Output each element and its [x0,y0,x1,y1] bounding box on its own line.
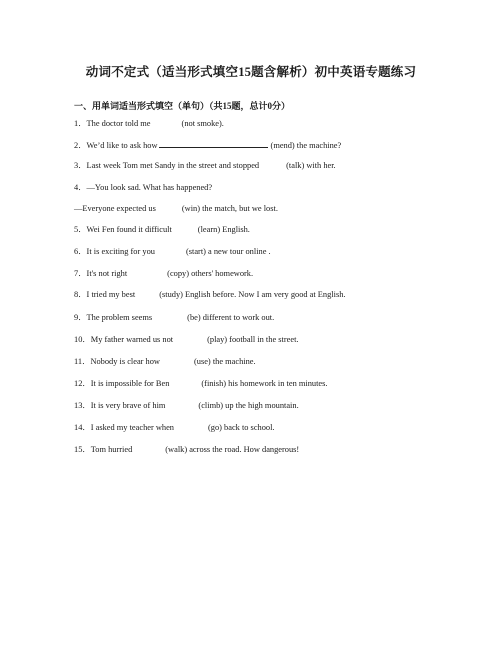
question-text: 6．It is exciting for you [74,247,155,256]
question-15 [74,445,299,455]
question-8 [74,290,346,300]
question-hint: (use) the machine. [193,357,256,366]
question-hint: (climb) up the high mountain. [198,401,299,410]
question-10 [74,335,299,345]
question-6 [74,247,271,257]
question-text: 1．The doctor told me [74,119,151,128]
question-9 [74,313,274,323]
question-13 [74,401,299,411]
question-hint: (not smoke). [181,119,224,128]
question-hint: (be) different to work out. [187,313,275,322]
question-hint: (finish) his homework in ten minutes. [201,379,328,388]
question-hint: (win) the match, but we lost. [181,204,278,213]
question-hint: (walk) across the road. How dangerous! [165,445,300,454]
question-text: 5．Wei Fen found it difficult [74,225,172,234]
question-hint: (study) English before. Now I am very good at English. [159,290,346,299]
question-12 [74,379,327,389]
question-text: 15．Tom hurried [74,445,133,454]
question-7 [74,269,253,279]
question-3 [74,161,336,171]
question-text: 8．I tried my best [74,290,136,299]
question-4 [74,183,212,193]
question-text: 11．Nobody is clear how [74,357,160,366]
question-text: 13．It is very brave of him [74,401,166,410]
question-1 [74,119,224,129]
question-text: 14．I asked my teacher when [74,423,174,432]
question-text: —Everyone expected us [74,204,156,213]
question-hint: (learn) English. [197,225,250,234]
answer-blank[interactable] [159,139,268,148]
question-text: 7．It's not right [74,269,128,278]
question-text: 12．It is impossible for Ben [74,379,170,388]
question-hint: (copy) others' homework. [167,269,254,278]
question-text: 2．We’d like to ask how [74,141,158,150]
section-heading: 一、用单词适当形式填空（单句）（共15题，总计0分） [74,101,291,111]
question-text: 3．Last week Tom met Sandy in the street and stopped [74,161,260,170]
question-hint: (talk) with her. [286,161,336,170]
question-hint: (mend) the machine? [270,141,342,150]
question-11 [74,357,256,367]
question-14 [74,423,275,433]
question-text: 9．The problem seems [74,313,153,322]
page-title: 动词不定式（适当形式填空15题含解析）初中英语专题练习 [85,65,417,79]
question-hint: (start) a new tour online . [185,247,271,256]
question-text: 4．—You look sad. What has happened? [74,183,213,192]
question-hint: (play) football in the street. [207,335,299,344]
question-4-continued [74,204,278,214]
question-2 [74,139,341,151]
question-text: 10．My father warned us not [74,335,174,344]
question-hint: (go) back to school. [208,423,275,432]
question-5 [74,225,250,235]
